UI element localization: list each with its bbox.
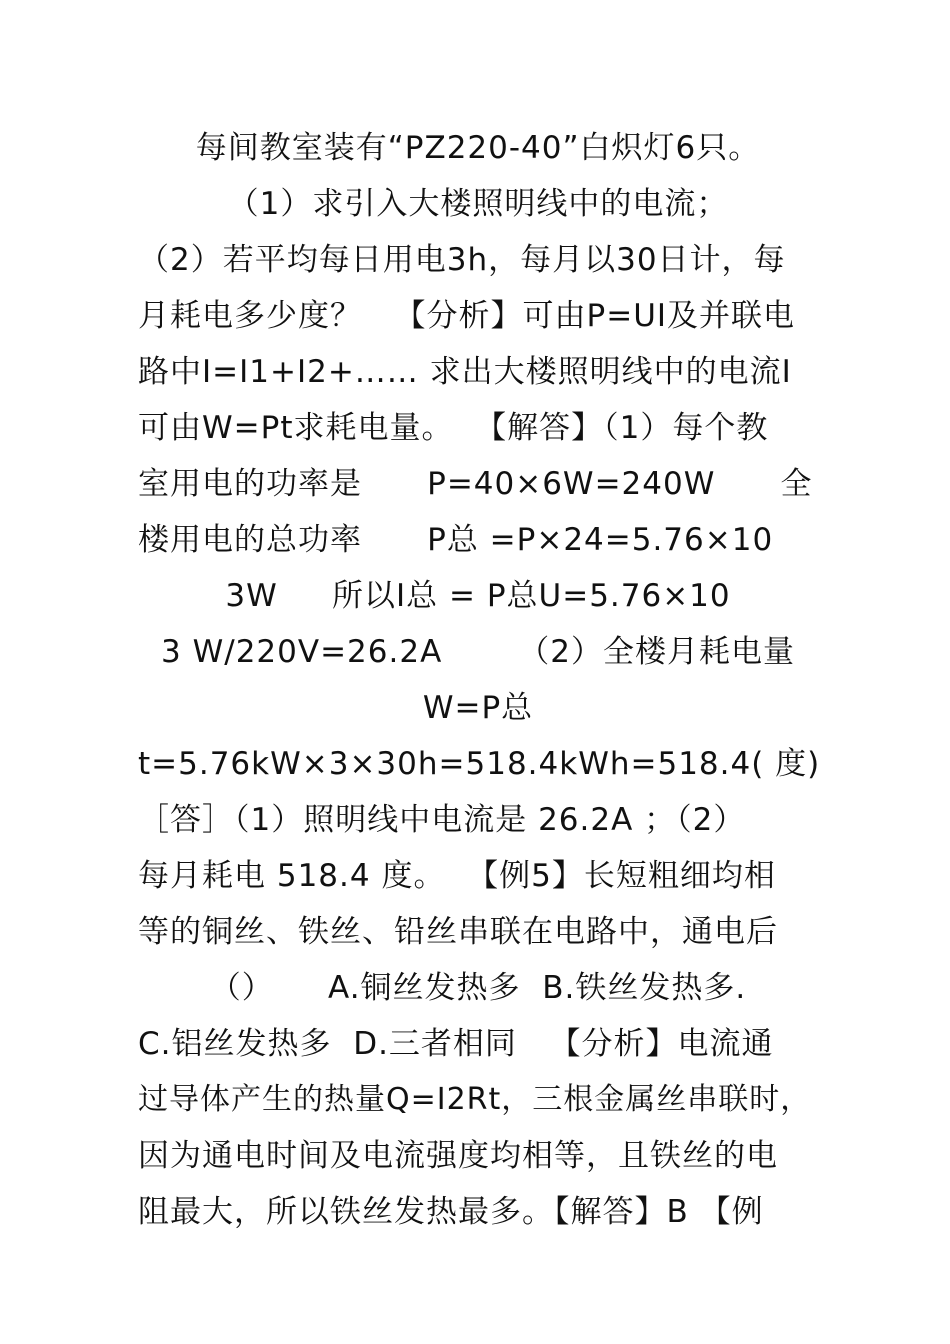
text-line: 过导体产生的热量Q=I2Rt，三根金属丝串联时， [138,1082,812,1117]
text-line: （2）若平均每日用电3h，每月以30日计，每 [138,242,786,278]
text-line: t=5.76kW×3×30h=518.4kWh=518.4( 度) [138,746,821,782]
text-line: 楼用电的总功率 P总 =P×24=5.76×10 [138,522,774,558]
text-line: 可由W=Pt求耗电量。 【解答】（1）每个教 [138,410,769,446]
text-line: 路中I=I1+I2+…… 求出大楼照明线中的电流I [138,354,792,390]
text-line: 月耗电多少度？ 【分析】可由P=UI及并联电 [138,298,796,334]
text-line: 等的铜丝、铁丝、铅丝串联在电路中，通电后 [138,914,778,950]
text-line: C.铝丝发热多 D.三者相同 【分析】电流通 [138,1026,774,1062]
text-line: 阻最大，所以铁丝发热最多。【解答】B 【例 [138,1194,764,1230]
text-line: ［答］（1）照明线中电流是 26.2A ；（2） [138,802,746,838]
text-line: W=P总 [422,690,534,726]
text-line: （1）求引入大楼照明线中的电流； [227,186,729,222]
text-line: 3 W/220V=26.2A （2）全楼月耗电量 [161,634,795,670]
text-line: 每月耗电 518.4 度。 【例5】长短粗细均相 [138,858,776,894]
text-line: 3W 所以I总 = P总U=5.76×10 [225,578,731,614]
text-line: （） A.铜丝发热多 B.铁丝发热多. [209,970,747,1006]
text-line: 室用电的功率是 P=40×6W=240W 全 [138,466,813,502]
text-line: 每间教室装有“PZ220-40”白炽灯6只。 [195,130,761,166]
text-line: 因为通电时间及电流强度均相等，且铁丝的电 [138,1138,778,1174]
